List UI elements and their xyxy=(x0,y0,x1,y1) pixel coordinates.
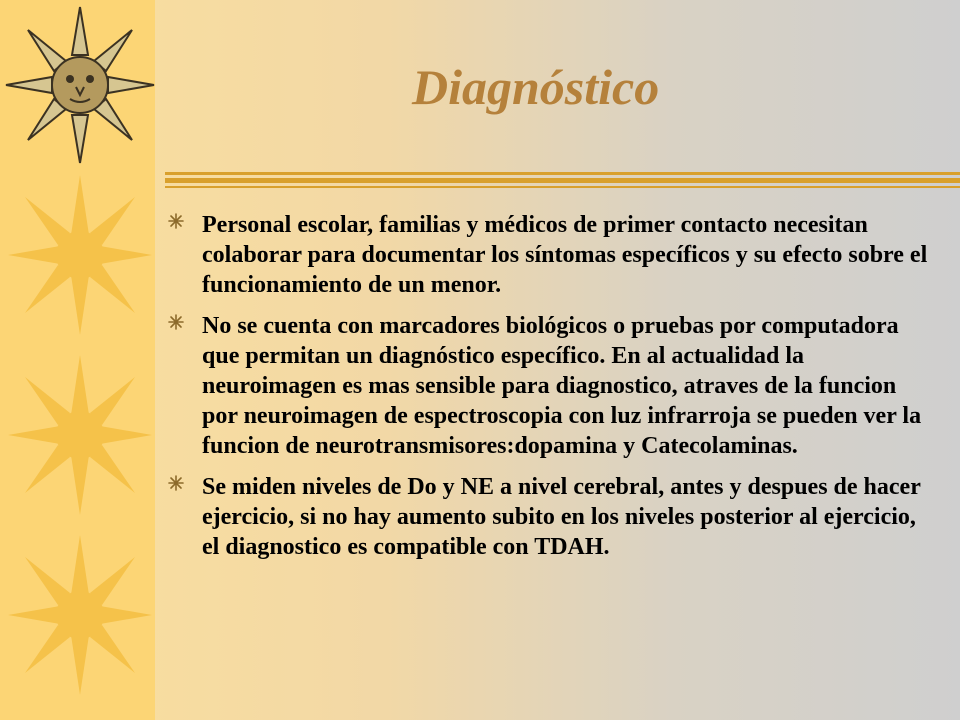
asterisk-star-icon xyxy=(168,314,184,330)
sun-icon xyxy=(5,530,155,700)
bullet-text: Se miden niveles de Do y NE a nivel cerebral, antes y despues de hacer ejercicio, si no hay aumento subito en los niveles posterior al ejercicio, el diagnostico es compatible con TDAH. xyxy=(202,474,921,560)
decorative-sidebar xyxy=(0,0,155,720)
bullet-text: Personal escolar, familias y médicos de primer contacto necesitan colaborar para documentar los síntomas específicos y su efecto sobre el funcionamiento de un menor. xyxy=(202,212,928,298)
bullet-item xyxy=(168,472,928,562)
bullet-item xyxy=(168,210,928,300)
bullet-list xyxy=(168,210,928,573)
sun-face-icon xyxy=(5,5,155,165)
bullet-text: No se cuenta con marcadores biológicos o pruebas por computadora que permitan un diagnóstico específico. En al actualidad la neuroimagen es mas sensible para diagnostico, atraves de la funcion por neuroimagen de espectroscopia con luz infrarroja se pueden ver la funcion de neurotransmisores:dopamina y Catecolaminas. xyxy=(202,313,922,459)
sun-icon xyxy=(5,350,155,520)
asterisk-star-icon xyxy=(168,213,184,229)
bullet-item xyxy=(168,311,928,461)
asterisk-star-icon xyxy=(168,475,184,491)
slide-title: Diagnóstico xyxy=(412,59,660,115)
sun-icon xyxy=(5,170,155,340)
title-divider xyxy=(165,170,960,192)
